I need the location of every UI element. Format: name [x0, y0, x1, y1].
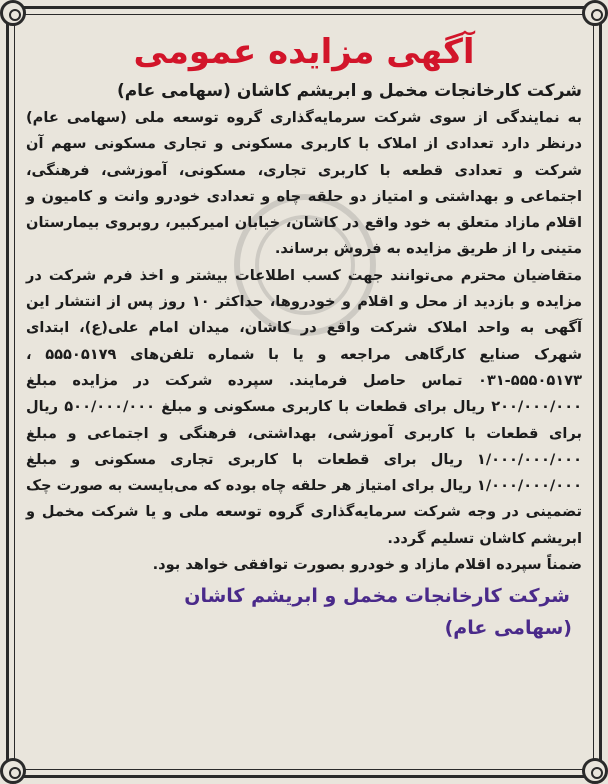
signature-block: [26, 580, 582, 644]
notice-title: آگهی مزایده عمومی: [133, 32, 475, 72]
paragraph-note: ضمناً سپرده اقلام مازاد و خودرو بصورت توافقی خواهد بود.: [152, 556, 582, 574]
corner-ornament-icon: [0, 0, 26, 26]
corner-ornament-icon: [582, 758, 608, 784]
signature-company-type: (سهامی عام): [444, 617, 572, 640]
corner-ornament-icon: [582, 0, 608, 26]
paragraph-details: متقاضیان محترم می‌توانند جهت کسب اطلاعات بیشتر و اخذ فرم شرکت در مزایده و بازدید از محل و اقلام و خودروها، حداکثر ۱۰ روز پس از انتشار این آگهی به واحد املاک شرکت واقع در کاشان، میدان امام علی(ع)، ابتدای شهرک صنایع کارگاهی مراجعه و یا با شماره تلفن‌های ۵۵۵۰۵۱۷۹ ، ۵۵۵۰۵۱۷۳-۰۳۱ تماس حاصل فرمایند. سپرده شرکت در مزایده مبلغ ۲۰۰/۰۰۰/۰۰۰ ریال برای قطعات با کاربری مسکونی و مبلغ ۵۰۰/۰۰۰/۰۰۰ ریال برای قطعات با کاربری آموزشی، بهداشتی، فرهنگی و اجتماعی و مبلغ ۱/۰۰۰/۰۰۰/۰۰۰ ریال برای قطعات با کاربری تجاری مسکونی و مبلغ ۱/۰۰۰/۰۰۰/۰۰۰ ریال برای امتیاز هر حلقه چاه بوده که می‌بایست به صورت چک تضمینی در وجه شرکت سرمایه‌گذاری گروه توسعه ملی و یا شرکت مخمل و ابریشم کاشان تسلیم گردد.: [26, 266, 583, 547]
corner-ornament-icon: [0, 758, 26, 784]
company-heading: شرکت کارخانجات مخمل و ابریشم کاشان (سهامی عام): [116, 81, 582, 101]
signature-company: شرکت کارخانجات مخمل و ابریشم کاشان: [184, 585, 570, 608]
notice-body: [26, 105, 582, 578]
notice-content: [26, 24, 582, 760]
paragraph-intro: به نمایندگی از سوی شرکت سرمایه‌گذاری گروه توسعه ملی (سهامی عام) درنظر دارد تعدادی از املاک با کاربری مسکونی و تجاری مسکونی سهم آن شرکت و تعدادی قطعه با کاربری تجاری، مسکونی، آموزشی، فرهنگی، اجتماعی و بهداشتی و امتیاز دو حلقه چاه و تعدادی خودرو وانت و کامیون و اقلام مازاد متعلق به خود واقع در کاشان، خیابان امیرکبیر، روبروی بیمارستان متینی را از طریق مزایده به فروش برساند.: [26, 109, 582, 258]
